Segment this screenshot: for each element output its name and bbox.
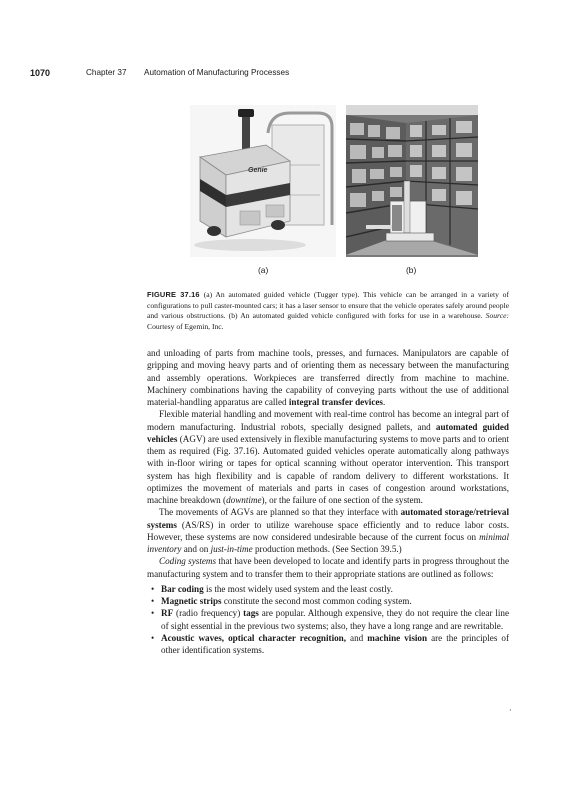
- p4-text: that have been developed to locate and identify parts in progress throughout the manufacturing system and to transfer them to their appropriate stations are outlined as follows:: [147, 556, 509, 579]
- caption-text: (a) An automated guided vehicle (Tugger type). This vehicle can be arranged in a variety of configurations to pull caster-mounted cars; it has a laser sensor to ensure that the vehicle operates safely around people and various obstructions. (b) An automated guided vehicle configured with forks for use in a warehouse.: [147, 290, 509, 321]
- page-mark: ·: [509, 706, 512, 715]
- bullet-icon: •: [151, 583, 155, 594]
- p3-italic-2: just-in-time: [210, 544, 253, 554]
- p3-text: The movements of AGVs are planned so that they interface with: [159, 507, 401, 518]
- paragraph-3: [147, 506, 509, 555]
- figure-photo-b: [346, 105, 478, 257]
- egemin-logo: Genie: [248, 167, 268, 174]
- list-item: [147, 607, 509, 632]
- caption-source: Courtesy of Egemin, Inc.: [147, 321, 224, 331]
- p4-italic: Coding systems: [159, 556, 217, 567]
- p3-text-2: (AS/RS) in order to utilize warehouse space efficiently and to reduce labor costs. However, these systems are now considered undesirable because of the current focus on: [147, 519, 509, 542]
- p3-text-3: and on: [181, 544, 211, 554]
- bullet-term: Magnetic strips: [161, 596, 222, 606]
- p3-term: automated storage/retrieval systems: [147, 507, 510, 530]
- bullet-icon: •: [151, 596, 155, 606]
- bullet-icon: •: [151, 608, 155, 619]
- p2-italic: downtime: [226, 495, 262, 505]
- p1-term: integral transfer devices: [288, 397, 383, 407]
- p2-term: automated guided vehicles: [147, 421, 509, 444]
- bullet-text: are popular. Although expensive, they do not require the clear line of sight essential in the previous two systems; also, they have a long range and are rewritable.: [161, 608, 509, 631]
- figure-label-b: (b): [406, 265, 417, 275]
- bullet-text: constitute the second most common coding system.: [221, 596, 412, 606]
- bullet-text: are the principles of other identification systems.: [161, 632, 509, 655]
- p2-text-end: ), or the failure of one section of the system.: [261, 495, 423, 505]
- figure-number: FIGURE 37.16: [147, 290, 200, 299]
- p3-italic-1: minimal inventory: [147, 531, 509, 554]
- list-item: [147, 632, 509, 657]
- body-text: [147, 347, 509, 656]
- bullet-icon: •: [151, 632, 155, 643]
- p1-text-end: .: [382, 397, 386, 407]
- paragraph-4: [147, 555, 509, 580]
- paragraph-2: [147, 408, 509, 506]
- chapter-label: Chapter 37: [86, 68, 127, 77]
- caption-source-label: Source:: [485, 311, 509, 321]
- p2-text-2: (AGV) are used extensively in flexible manufacturing systems to move parts and to orient them as required (Fig. 37.16). Automated guided vehicles operate automatically along pathways with in-floor wiring or tapes for optical scanning without operator intervention. This transport system has high flexibility and is capable of random delivery to different workstations. It optimizes the movement of materials and parts in cases of congestion around workstations, machine breakdown (: [147, 433, 509, 505]
- p2-text: Flexible material handling and movement with real-time control has become an integral part of modern manufacturing. Industrial robots, specially designed pallets, and: [147, 409, 509, 432]
- bullet-term: Acoustic waves, optical character recognition,: [161, 632, 347, 643]
- list-item: [147, 583, 509, 595]
- coding-systems-list: [147, 583, 509, 657]
- paragraph-1: [147, 347, 509, 408]
- bullet-text: is the most widely used system and the least costly.: [203, 583, 393, 594]
- p1-text: and unloading of parts from machine tools, presses, and furnaces. Manipulators are capable of gripping and moving heavy parts and of orienting them as necessary between the manufacturing and assembly operations. Workpieces are transferred directly from machine to machine. Machinery combinations having the capability of conveying parts without the use of additional material-handling apparatus are called: [147, 348, 509, 407]
- bullet-text: and: [346, 632, 368, 643]
- figure-label-a: (a): [258, 265, 269, 275]
- bullet-text: (radio frequency): [173, 608, 244, 619]
- figure-photo-a: [190, 105, 336, 257]
- bullet-term: RF: [161, 608, 174, 619]
- figure-caption: [147, 290, 509, 332]
- chapter-title: Automation of Manufacturing Processes: [144, 68, 290, 77]
- bullet-term: Bar coding: [161, 583, 204, 594]
- page-number: 1070: [30, 68, 51, 78]
- list-item: [147, 595, 509, 607]
- bullet-term: machine vision: [367, 632, 428, 643]
- bullet-term: tags: [243, 608, 259, 619]
- p3-text-end: production methods. (See Section 39.5.): [252, 544, 402, 554]
